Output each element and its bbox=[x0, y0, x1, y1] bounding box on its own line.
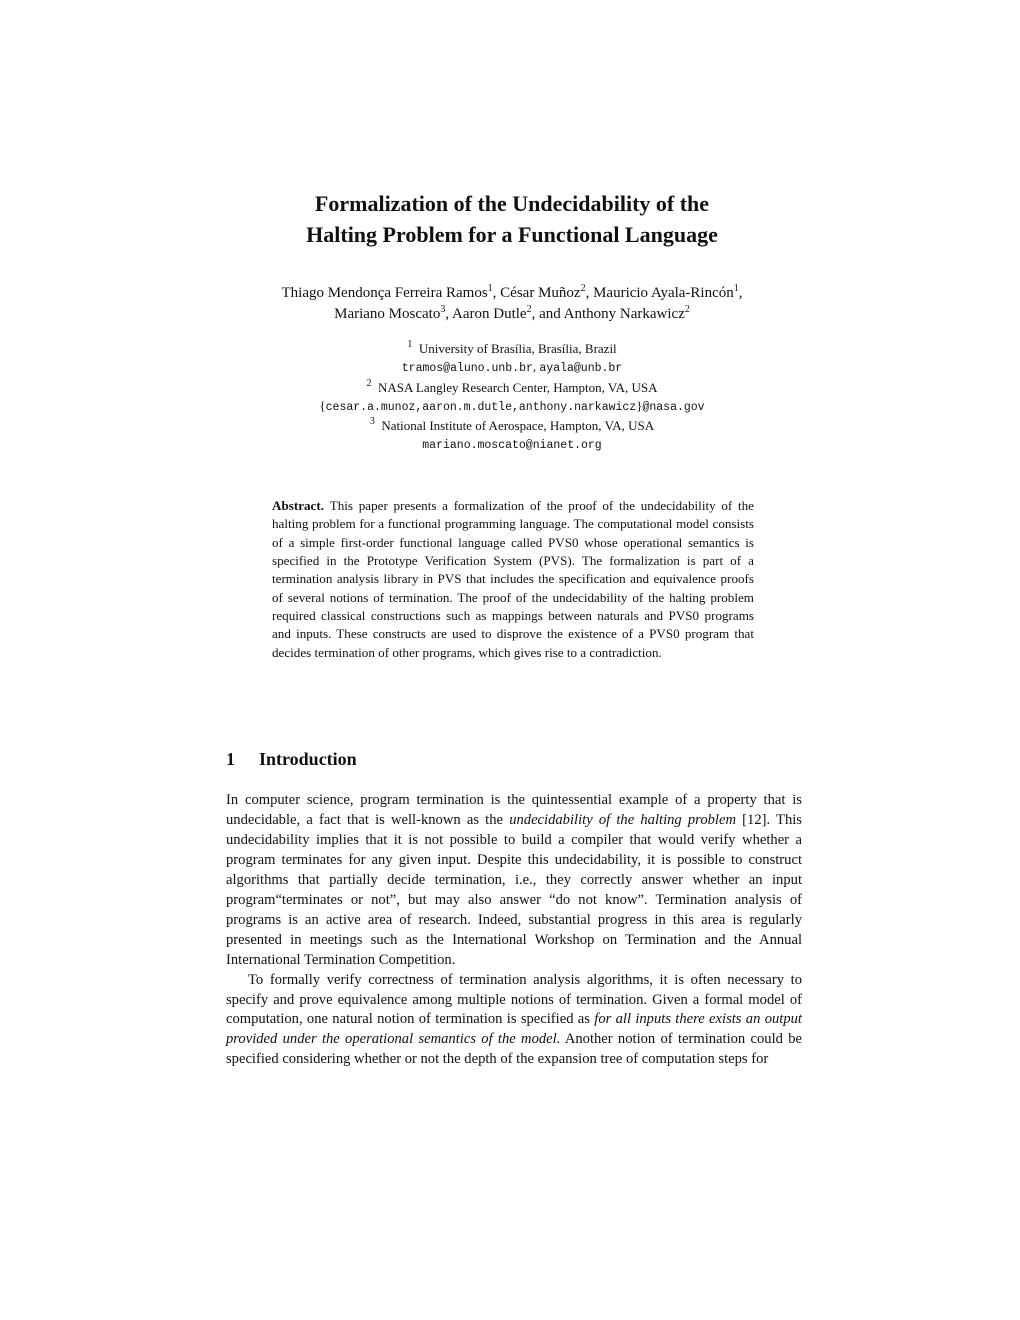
affiliation-2-emails[interactable] bbox=[200, 397, 824, 417]
author-name: Mariano Moscato bbox=[334, 306, 441, 322]
paragraph bbox=[226, 971, 802, 1071]
affiliation-3-emails bbox=[200, 435, 824, 455]
author-name: , Mauricio Ayala-Rincón bbox=[585, 285, 734, 301]
paragraph bbox=[226, 791, 802, 971]
emphasis-text: undecidability of the halting problem bbox=[509, 811, 736, 828]
author-line-2 bbox=[200, 304, 824, 325]
paragraph-text: To formally verify correctness of termination analysis algorithms, it is often necessary to specify and prove equivalence among multiple notions of termination. Given a formal model of computation, one natural notion of termination is specified as bbox=[226, 971, 802, 1028]
affiliation-3 bbox=[200, 417, 824, 435]
abstract-text: This paper presents a formalization of the proof of the undecidability of the halting problem for a functional programming language. The computational model consists of a simple first-order functional language called PVS0 whose operational semantics is specified in the Prototype Verification System (PVS). The formalization is part of a termination analysis library in PVS that includes the specification and equivalence proofs of several notions of termination. The proof of the undecidability of the halting problem required classical constructions such as mappings between naturals and PVS0 programs and inputs. These constructs are used to disprove the existence of a PVS0 program that decides termination of other programs, which gives rise to a contradiction. bbox=[272, 498, 754, 660]
affiliations bbox=[200, 340, 824, 456]
section-heading-introduction bbox=[226, 749, 357, 770]
author-name: , César Muñoz bbox=[492, 285, 581, 301]
author-affil-mark: 1 bbox=[733, 283, 739, 294]
affiliation-name: NASA Langley Research Center, Hampton, VA, USA bbox=[377, 379, 658, 395]
abstract bbox=[272, 497, 754, 662]
email-link[interactable]: tramos@aluno.unb.br bbox=[401, 362, 533, 376]
email-brace: } bbox=[636, 397, 643, 413]
author-list bbox=[200, 283, 824, 325]
introduction-body bbox=[226, 791, 802, 1070]
email-link[interactable]: mariano.moscato@nianet.org bbox=[422, 439, 602, 453]
affiliation-2 bbox=[200, 379, 824, 397]
author-affil-mark: 2 bbox=[580, 283, 586, 294]
affiliation-number: 2 bbox=[366, 377, 372, 389]
affiliation-1 bbox=[200, 340, 824, 358]
paragraph-text: [12]. This undecidability implies that it is not possible to build a compiler that would verify whether a program terminates for any given input. Despite this undecidability, it is possible to construct algorithms that partially decide termination, i.e., they correctly answer whether an input program“terminates or not”, but may also answer “do not know”. Termination analysis of programs is an active area of research. Indeed, substantial progress in this area is regularly presented in meetings such as the International Workshop on Termination and the Annual International Termination Competition. bbox=[226, 811, 802, 968]
affiliation-number: 1 bbox=[407, 339, 413, 350]
author-name: , and Anthony Narkawicz bbox=[531, 306, 685, 322]
author-affil-mark: 2 bbox=[684, 304, 690, 315]
emphasis-text: for all inputs there exists an output provided under the operational semantics of the model. bbox=[226, 1011, 802, 1048]
author-name: , Aaron Dutle bbox=[445, 306, 527, 322]
paper-title bbox=[180, 188, 844, 250]
affiliation-name: National Institute of Aerospace, Hampton, VA, USA bbox=[381, 418, 655, 434]
author-affil-mark: 1 bbox=[487, 283, 493, 294]
abstract-label: Abstract. bbox=[272, 498, 324, 513]
email-link[interactable]: ayala@unb.br bbox=[539, 362, 623, 376]
email-names: cesar.a.munoz,aaron.m.dutle,anthony.narkawicz bbox=[325, 400, 637, 414]
affiliation-name: University of Brasília, Brasília, Brazil bbox=[418, 341, 617, 356]
author-separator: , bbox=[738, 285, 743, 301]
email-separator: , bbox=[532, 359, 540, 375]
author-affil-mark: 3 bbox=[440, 304, 446, 315]
paragraph-text: In computer science, program termination is the quintessential example of a property that is undecidable, a fact that is well-known as the bbox=[226, 792, 802, 828]
section-number: 1 bbox=[226, 749, 235, 769]
email-brace: { bbox=[319, 397, 326, 413]
author-affil-mark: 2 bbox=[526, 304, 532, 315]
email-domain: @nasa.gov bbox=[642, 400, 705, 414]
affiliation-1-emails bbox=[200, 358, 824, 378]
paragraph-text: Another notion of termination could be specified considering whether or not the depth of the expansion tree of computation steps for bbox=[226, 1031, 802, 1068]
title-line-1: Formalization of the Undecidability of the bbox=[314, 191, 710, 216]
author-line-1 bbox=[200, 283, 824, 304]
title-line-2: Halting Problem for a Functional Language bbox=[306, 222, 718, 247]
affiliation-number: 3 bbox=[369, 416, 375, 428]
author-name: Thiago Mendonça Ferreira Ramos bbox=[281, 285, 488, 301]
section-title: Introduction bbox=[259, 749, 357, 769]
